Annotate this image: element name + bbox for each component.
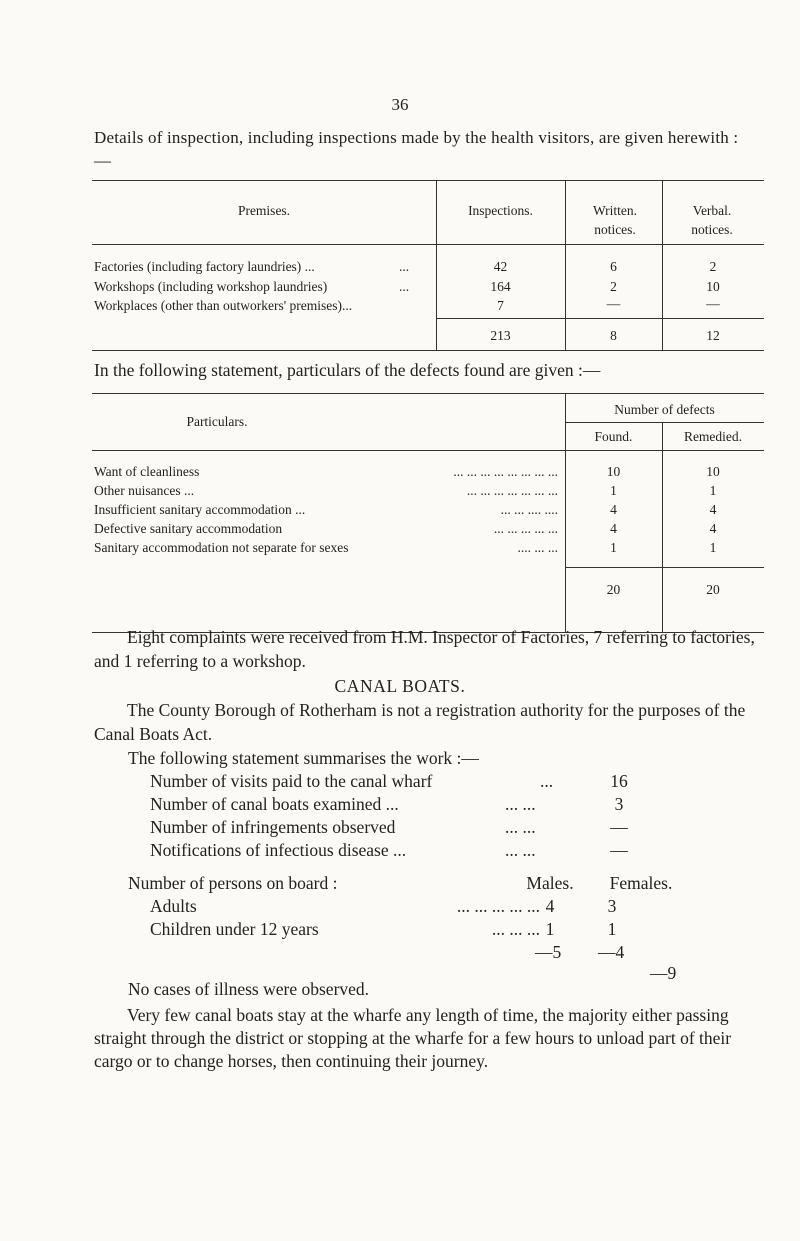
- males-total: —5: [535, 942, 562, 962]
- females-header: Females.: [609, 873, 673, 893]
- females-total: —4: [598, 942, 625, 962]
- remedied-value: 1: [709, 540, 717, 555]
- inspections-total: 213: [490, 328, 511, 343]
- summary-label: Number of visits paid to the canal wharf: [150, 771, 433, 791]
- persons-row-dots: ... ... ...: [491, 919, 540, 939]
- table1-total-rule: [436, 318, 764, 319]
- header-found: Found.: [594, 429, 633, 444]
- written-value: 6: [610, 259, 617, 274]
- persons-label: Number of persons on board :: [128, 873, 338, 893]
- page-number: 36: [391, 95, 409, 114]
- remedied-total: 20: [706, 582, 720, 597]
- found-total: 20: [606, 582, 621, 597]
- closing-paragraph: Very few canal boats stay at the wharfe any length of time, the majority either passing straight through the district or stopping at the wharfe for a few hours to unload part of their cargo or to change horses, then continuing their journey.: [94, 1005, 732, 1071]
- row-label: Defective sanitary accommodation: [94, 521, 283, 536]
- summary-value: 16: [610, 771, 628, 791]
- females-value: 3: [607, 896, 617, 916]
- found-value: 1: [610, 483, 617, 498]
- remedied-value: 10: [706, 464, 720, 479]
- grand-total: —9: [650, 963, 677, 983]
- row-label: Workplaces (other than outworkers' premises)...: [94, 298, 353, 313]
- males-header: Males.: [526, 873, 574, 893]
- summary-label: Number of infringements observed: [150, 817, 396, 837]
- verbal-value: 10: [706, 279, 720, 294]
- row-dots: ...: [399, 279, 410, 294]
- summary-dots: ...: [540, 771, 554, 791]
- intro-paragraph: Details of inspection, including inspections made by the health visitors, are given herewith :—: [94, 128, 739, 170]
- females-value: 1: [607, 919, 617, 939]
- persons-row-dots: ... ... ... ... ...: [456, 896, 540, 916]
- table2-top-rule: [92, 393, 764, 394]
- no-illness-note: No cases of illness were observed.: [128, 979, 370, 999]
- remedied-value: 4: [709, 521, 717, 536]
- inspections-value: 42: [493, 259, 508, 274]
- canal-boats-heading: CANAL BOATS.: [334, 676, 466, 696]
- summary-intro: The following statement summarises the work :—: [128, 748, 479, 768]
- row-label: Insufficient sanitary accommodation ...: [94, 502, 306, 517]
- remedied-value: 1: [709, 483, 717, 498]
- table1-top-rule: [92, 180, 764, 181]
- header-remedied: Remedied.: [683, 429, 743, 444]
- found-value: 1: [610, 540, 617, 555]
- persons-row-label: Children under 12 years: [150, 919, 319, 939]
- verbal-total: 12: [706, 328, 720, 343]
- verbal-value: 2: [709, 259, 717, 274]
- summary-value: —: [610, 840, 628, 860]
- inspections-value: 7: [497, 298, 504, 313]
- summary-label: Number of canal boats examined ...: [150, 794, 399, 814]
- row-label: Workshops (including workshop laundries): [94, 279, 328, 294]
- header-particulars: Particulars.: [186, 414, 248, 429]
- persons-row-label: Adults: [150, 896, 197, 916]
- inspections-value: 164: [490, 279, 511, 294]
- canal-boats-paragraph: The County Borough of Rotherham is not a registration authority for the purposes of the Canal Boats Act.: [94, 700, 746, 744]
- written-total: 8: [610, 328, 617, 343]
- table2-total-rule: [565, 567, 764, 568]
- table1-header-rule: [92, 244, 764, 245]
- written-value: —: [606, 296, 621, 311]
- table2-header-rule: [92, 450, 764, 451]
- row-dots: ... ... ... ... ... ... ...: [466, 483, 558, 498]
- row-label: Sanitary accommodation not separate for sexes: [94, 540, 349, 555]
- summary-label: Notifications of infectious disease ...: [150, 840, 407, 860]
- header-number-of-defects: Number of defects: [614, 402, 715, 417]
- row-label: Want of cleanliness: [94, 464, 200, 479]
- row-dots: ... ... .... ....: [500, 502, 558, 517]
- summary-dots: ... ...: [505, 840, 536, 860]
- summary-dots: ... ...: [505, 817, 536, 837]
- written-value: 2: [610, 279, 617, 294]
- summary-dots: ... ...: [505, 794, 536, 814]
- found-value: 4: [610, 521, 617, 536]
- header-premises: Premises.: [237, 203, 291, 218]
- verbal-value: —: [706, 296, 720, 311]
- remedied-value: 4: [709, 502, 717, 517]
- found-value: 10: [606, 464, 621, 479]
- row-dots: ... ... ... ... ... ... ... ...: [453, 464, 558, 479]
- statement-intro: In the following statement, particulars of the defects found are given :—: [94, 360, 601, 380]
- males-value: 4: [545, 896, 555, 916]
- row-label: Factories (including factory laundries) ...: [94, 259, 315, 274]
- row-dots: ...: [399, 259, 410, 274]
- header-inspections: Inspections.: [468, 203, 533, 218]
- header-written-notices: Written. notices.: [592, 203, 638, 237]
- header-verbal-notices: Verbal. notices.: [691, 203, 733, 237]
- row-dots: ... ... ... ... ...: [493, 521, 558, 536]
- row-dots: .... ... ...: [517, 540, 558, 555]
- males-value: 1: [545, 919, 555, 939]
- table1-bottom-rule: [92, 350, 764, 351]
- summary-value: —: [610, 817, 628, 837]
- summary-value: 3: [614, 794, 624, 814]
- row-label: Other nuisances ...: [94, 483, 195, 498]
- found-value: 4: [610, 502, 617, 517]
- table2-subheader-rule: [565, 422, 764, 423]
- complaints-paragraph: Eight complaints were received from H.M. Inspector of Factories, 7 referring to factories, and 1 referring to a workshop.: [94, 627, 755, 671]
